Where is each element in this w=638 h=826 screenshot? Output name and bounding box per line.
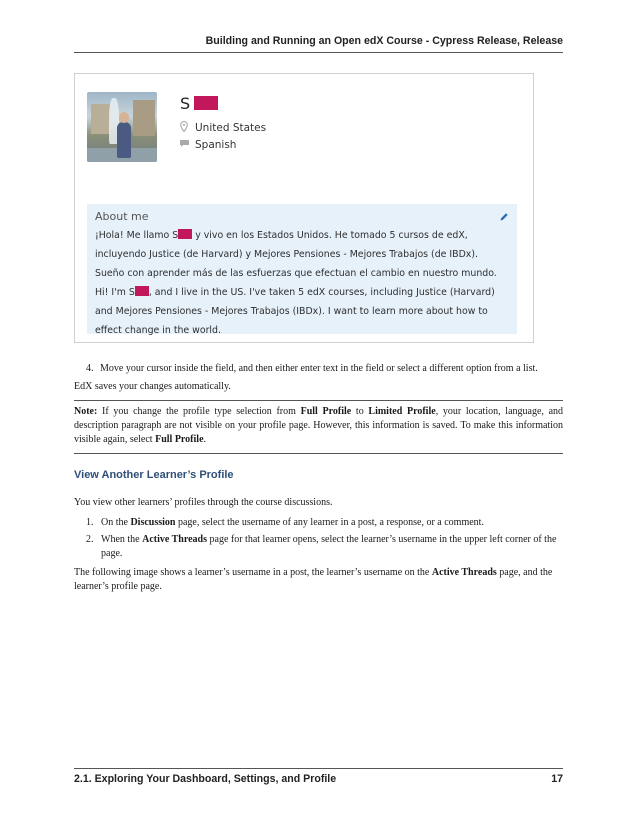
location-row bbox=[179, 121, 266, 135]
name-redaction bbox=[135, 286, 149, 296]
step-2: 2. When the Active Threads page for that learner opens, select the learner’s username in the upper left corner of the page. bbox=[86, 534, 557, 559]
footer-section: 2.1. Exploring Your Dashboard, Settings, and Profile bbox=[74, 773, 337, 785]
about-me-english: Hi! I'm S , and I live in the US. I've taken 5 edX courses, including Justice (Harvard) and Mejores Pensiones - Mejores Trabajos (IBDx). I want to learn more about how to effect change in the world. bbox=[95, 287, 495, 336]
step-4: 4. Move your cursor inside the field, and then either enter text in the field or select a different option from a list. bbox=[86, 363, 538, 374]
note-label: Note: bbox=[74, 406, 98, 417]
page-number: 17 bbox=[551, 773, 563, 785]
speech-bubble-icon bbox=[179, 139, 189, 151]
profile-username: S bbox=[180, 94, 191, 113]
step-1: 1. On the Discussion page, select the username of any learner in a post, a response, or a comment. bbox=[86, 517, 484, 528]
profile-screenshot-figure bbox=[74, 73, 534, 343]
intro-text: You view other learners’ profiles through the course discussions. bbox=[74, 497, 333, 508]
running-header: Building and Running an Open edX Course - Cypress Release, Release bbox=[74, 35, 563, 53]
username-redaction bbox=[194, 96, 218, 110]
name-redaction bbox=[178, 229, 192, 239]
autosave-text: EdX saves your changes automatically. bbox=[74, 381, 231, 392]
language-value: Spanish bbox=[195, 139, 237, 151]
about-me-spanish: ¡Hola! Me llamo S y vivo en los Estados Unidos. He tomado 5 cursos de edX, incluyendo Justice (de Harvard) y Mejores Pensiones - Mejores Trabajos (de IBDx). Sueño con aprender más de las esfuerzas que efectuan el cambio en nuestro mundo. bbox=[95, 230, 497, 279]
about-me-title: About me bbox=[95, 210, 149, 223]
about-me-panel bbox=[87, 204, 517, 334]
language-row bbox=[179, 139, 236, 151]
note-box: Note: If you change the profile type selection from Full Profile to Limited Profile, your location, language, and description paragraph are not visible on your profile page. However, this information is saved. To make this information visible again, select Full Profile. bbox=[74, 400, 563, 454]
section-heading: View Another Learner’s Profile bbox=[74, 469, 234, 481]
page-footer bbox=[74, 768, 563, 785]
map-pin-icon bbox=[179, 121, 189, 135]
pencil-icon[interactable] bbox=[499, 212, 509, 222]
closing-text: The following image shows a learner’s username in a post, the learner’s username on the Active Threads page, and the learner’s profile page. bbox=[74, 567, 553, 592]
profile-photo bbox=[87, 92, 157, 162]
location-value: United States bbox=[195, 122, 267, 134]
